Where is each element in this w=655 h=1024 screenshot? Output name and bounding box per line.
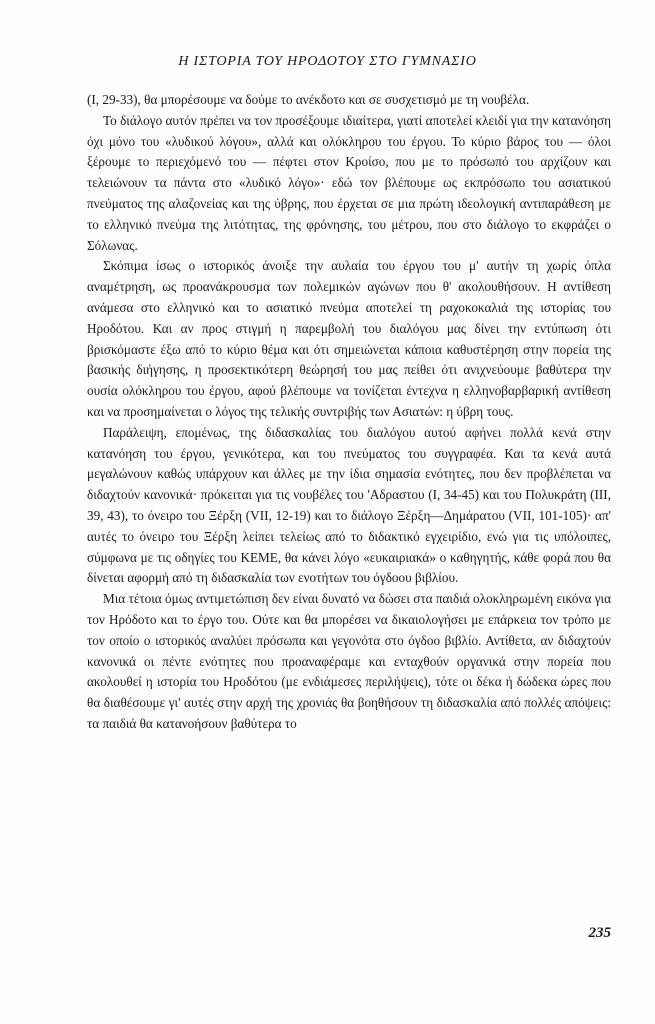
paragraph: Το διάλογο αυτόν πρέπει να τον προσέξουμε ιδιαίτερα, γιατί αποτελεί κλειδί για την κατανόηση όχι μόνο του «λυδικού λόγου», αλλά και ολόκληρου του έργου. Το κύριο βάρος του — όλοι ξέρουμε το περιεχόμενό του — πέφτει στον Κροίσο, που με το πρόσωπό του αρχίζουν και τελειώνουν τα πάντα στο «λυδικό λόγο»· εδώ τον βλέπουμε ως εκπρόσωπο του ασιατικού πνεύματος της αλαζονείας και της ύβρης, που έρχεται σε μια πρώτη ιδεολογική αντιπαράθεση με το ελληνικό πνεύμα της λιτότητας, της φρόνησης, του μέτρου, που στο διάλογο το εκφράζει ο Σόλωνας.: [87, 112, 611, 253]
running-head: Η ΙΣΤΟΡΙΑ ΤΟΥ ΗΡΟΔΟΤΟΥ ΣΤΟ ΓΥΜΝΑΣΙΟ: [178, 54, 477, 69]
paragraph: Μια τέτοια όμως αντιμετώπιση δεν είναι δυνατό να δώσει στα παιδιά ολοκληρωμένη εικόνα για τον Ηρόδοτο και το έργο του. Ούτε και θα μπορέσει να δικαιολογήσει με επάρκεια τον τρόπο με τον οποίο ο ιστορικός αναλύει πρόσωπα και γεγονότα στο όγδοο βιβλίο. Αντίθετα, αν διδαχτούν κανονικά οι πέντε ενότητες που προαναφέραμε και ενταχθούν οργανικά στην πορεία που ακολουθεί η ιστορία του Ηροδότου (με ενδιάμεσες περιλήψεις), τότε οι δέκα ή δώδεκα ώρες που θα διαθέσουμε γι' αυτές στην αρχή της χρονιάς θα βοηθήσουν τη διδασκαλία από πολλές απόψεις: τα παιδιά θα κατανοήσουν βαθύτερα το: [87, 591, 611, 731]
paragraph: Σκόπιμα ίσως ο ιστορικός άνοιξε την αυλαία του έργου του μ' αυτήν τη χωρίς όπλα αναμέτρηση, ως προανάκρουσμα των πολεμικών αγώνων που θ' ακολουθήσουν. Η αντίθεση ανάμεσα στο ελληνικό και το ασιατικό πνεύμα αποτελεί τη ραχοκοκαλιά της ιστορίας του Ηροδότου. Και αν προς στιγμή η παρεμβολή του διαλόγου μας δίνει την εντύπωση ότι βρισκόμαστε έξω από το κύριο θέμα και ότι σημειώνεται κάποια καθυστέρηση στην πορεία της βασικής διήγησης, η προσεκτικότερη θεώρησή του μας πείθει ότι ανιχνεύουμε βαθύτερα την ουσία ολόκληρου του έργου, αφού βλέπουμε να τονίζεται έντεχνα η ελληνοβαρβαρική αντίθεση και να προσημαίνεται ο λόγος της τελικής συντριβής των Ασιατών: η ύβρη τους.: [87, 258, 611, 419]
page-number: 235: [588, 925, 611, 941]
paragraph: Παράλειψη, επομένως, της διδασκαλίας του διαλόγου αυτού αφήνει πολλά κενά στην κατανόηση του έργου, γενικότερα, και του πνεύματος του συγγραφέα. Και τα κενά αυτά μεγαλώνουν καθώς υπάρχουν και άλλες με την ίδια σημασία ενότητες, που δεν προβλέπεται να διδαχτούν κανονικά· πρόκειται για τις νουβέλες του 'Αδραστου (I, 34-45) και του Πολυκράτη (III, 39, 43), το όνειρο του Ξέρξη (VII, 12-19) και το διάλογο Ξέρξη—Δημάρατου (VII, 101-105)· απ' αυτές το όνειρο του Ξέρξη λείπει τελείως από το διδακτικό εγχειρίδιο, ενώ για τις υπόλοιπες, σύμφωνα με τις οδηγίες του ΚΕΜΕ, θα κάνει λόγο «ευκαιριακά» ο καθηγητής, κάθε φορά που θα δίνεται αφορμή από τη διδασκαλία των ενοτήτων του όγδοου βιβλίου.: [87, 424, 611, 586]
paragraph-continuation: (I, 29-33), θα μπορέσουμε να δούμε το ανέκδοτο και σε συσχετισμό με τη νουβέλα.: [87, 92, 530, 107]
body-text: [87, 90, 611, 735]
